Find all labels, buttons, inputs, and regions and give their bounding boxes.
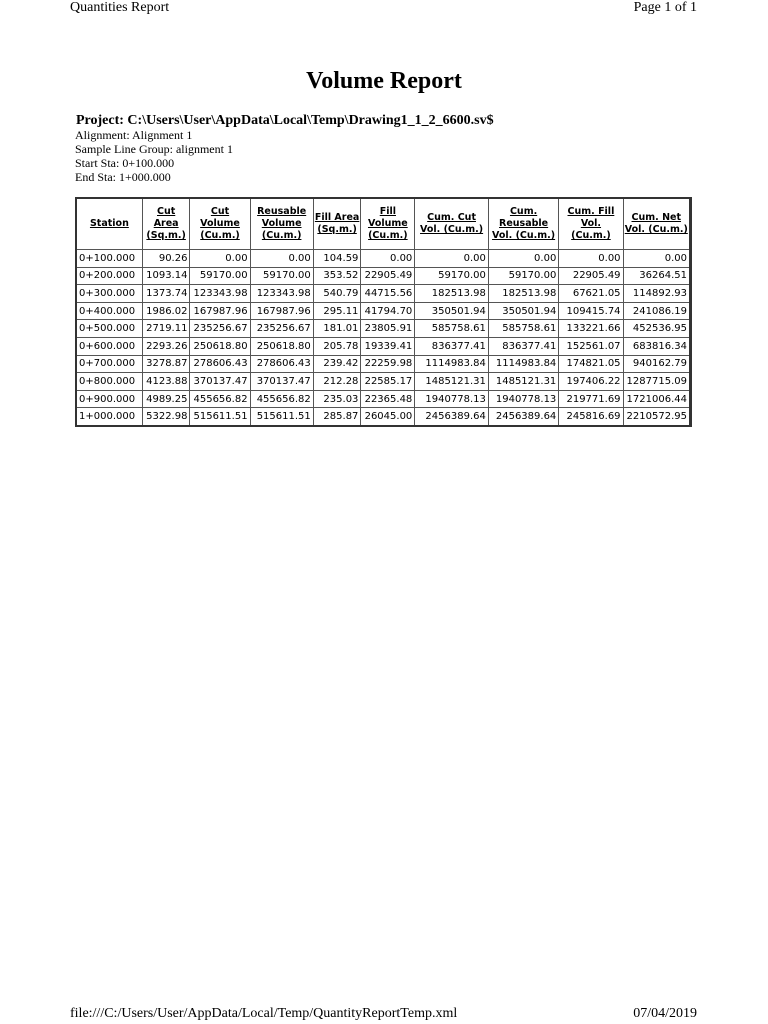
station-cell: 0+500.000 [76,320,142,338]
table-cell: 59170.00 [488,267,558,285]
table-cell: 197406.22 [559,373,623,391]
table-cell: 683816.34 [623,337,690,355]
column-header: Cum. Reusable Vol. (Cu.m.) [488,198,558,250]
table-cell: 2456389.64 [488,408,558,426]
table-row [76,267,691,285]
table-cell: 174821.05 [559,355,623,373]
table-cell: 241086.19 [623,302,690,320]
project-path: Project: C:\Users\User\AppData\Local\Temp\Drawing1_1_2_6600.sv$ [76,113,494,128]
table-cell: 212.28 [313,373,361,391]
report-metadata [75,128,233,184]
station-cell: 0+100.000 [76,250,142,268]
table-cell: 0.00 [361,250,415,268]
station-cell: 0+800.000 [76,373,142,391]
table-cell: 22585.17 [361,373,415,391]
sample-line-group-line: Sample Line Group: alignment 1 [75,142,233,156]
table-cell: 370137.47 [190,373,250,391]
station-cell: 0+200.000 [76,267,142,285]
table-cell: 0.00 [623,250,690,268]
column-header: Cut Area (Sq.m.) [142,198,190,250]
table-cell: 1986.02 [142,302,190,320]
station-cell: 1+000.000 [76,408,142,426]
table-cell: 1114983.84 [415,355,489,373]
table-cell: 1287715.09 [623,373,690,391]
column-header: Cut Volume (Cu.m.) [190,198,250,250]
table-cell: 455656.82 [190,390,250,408]
table-cell: 370137.47 [250,373,313,391]
report-header-title: Quantities Report [70,0,170,15]
table-cell: 104.59 [313,250,361,268]
table-cell: 836377.41 [488,337,558,355]
table-cell: 585758.61 [415,320,489,338]
page-title: Volume Report [306,68,462,94]
table-row [76,390,691,408]
table-cell: 22905.49 [361,267,415,285]
table-cell: 2293.26 [142,337,190,355]
table-cell: 182513.98 [415,285,489,303]
table-cell: 1721006.44 [623,390,690,408]
table-cell: 0.00 [488,250,558,268]
table-cell: 2719.11 [142,320,190,338]
table-cell: 1485121.31 [488,373,558,391]
column-header: Fill Volume (Cu.m.) [361,198,415,250]
table-cell: 245816.69 [559,408,623,426]
table-cell: 181.01 [313,320,361,338]
table-cell: 585758.61 [488,320,558,338]
table-cell: 44715.56 [361,285,415,303]
table-cell: 353.52 [313,267,361,285]
table-row [76,355,691,373]
table-cell: 0.00 [559,250,623,268]
column-header: Cum. Fill Vol. (Cu.m.) [559,198,623,250]
table-cell: 23805.91 [361,320,415,338]
table-cell: 1373.74 [142,285,190,303]
station-cell: 0+900.000 [76,390,142,408]
table-cell: 167987.96 [250,302,313,320]
table-row [76,337,691,355]
table-cell: 109415.74 [559,302,623,320]
table-cell: 36264.51 [623,267,690,285]
station-cell: 0+300.000 [76,285,142,303]
table-cell: 26045.00 [361,408,415,426]
table-row [76,373,691,391]
table-row [76,285,691,303]
table-cell: 2210572.95 [623,408,690,426]
table-cell: 4989.25 [142,390,190,408]
station-cell: 0+600.000 [76,337,142,355]
column-header: Reusable Volume (Cu.m.) [250,198,313,250]
file-url: file:///C:/Users/User/AppData/Local/Temp/QuantityReportTemp.xml [70,1006,458,1021]
table-cell: 295.11 [313,302,361,320]
table-cell: 452536.95 [623,320,690,338]
column-header: Station [76,198,142,250]
column-header: Cum. Cut Vol. (Cu.m.) [415,198,489,250]
table-cell: 152561.07 [559,337,623,355]
table-cell: 5322.98 [142,408,190,426]
table-cell: 278606.43 [250,355,313,373]
report-date: 07/04/2019 [633,1006,697,1021]
table-cell: 0.00 [190,250,250,268]
table-cell: 350501.94 [415,302,489,320]
table-cell: 540.79 [313,285,361,303]
table-cell: 133221.66 [559,320,623,338]
table-row [76,320,691,338]
table-cell: 3278.87 [142,355,190,373]
table-cell: 90.26 [142,250,190,268]
table-row [76,302,691,320]
table-cell: 4123.88 [142,373,190,391]
table-cell: 1940778.13 [415,390,489,408]
table-cell: 836377.41 [415,337,489,355]
column-header: Cum. Net Vol. (Cu.m.) [623,198,690,250]
alignment-line: Alignment: Alignment 1 [75,128,193,142]
table-cell: 350501.94 [488,302,558,320]
table-cell: 2456389.64 [415,408,489,426]
volume-table-container [75,197,692,427]
table-cell: 278606.43 [190,355,250,373]
table-header-row [76,198,691,250]
table-cell: 219771.69 [559,390,623,408]
table-cell: 1114983.84 [488,355,558,373]
table-cell: 182513.98 [488,285,558,303]
table-cell: 114892.93 [623,285,690,303]
table-cell: 59170.00 [250,267,313,285]
end-station-line: End Sta: 1+000.000 [75,170,171,184]
column-header: Fill Area (Sq.m.) [313,198,361,250]
table-cell: 22905.49 [559,267,623,285]
table-row [76,408,691,426]
table-cell: 1940778.13 [488,390,558,408]
table-cell: 239.42 [313,355,361,373]
start-station-line: Start Sta: 0+100.000 [75,156,175,170]
table-cell: 0.00 [415,250,489,268]
table-cell: 455656.82 [250,390,313,408]
table-cell: 123343.98 [190,285,250,303]
table-cell: 235256.67 [190,320,250,338]
table-cell: 41794.70 [361,302,415,320]
table-cell: 515611.51 [190,408,250,426]
table-cell: 167987.96 [190,302,250,320]
table-cell: 22259.98 [361,355,415,373]
page-number: Page 1 of 1 [633,0,697,15]
volume-table [75,197,692,427]
table-cell: 235256.67 [250,320,313,338]
table-cell: 0.00 [250,250,313,268]
table-cell: 285.87 [313,408,361,426]
table-cell: 1093.14 [142,267,190,285]
table-cell: 515611.51 [250,408,313,426]
table-cell: 250618.80 [250,337,313,355]
table-cell: 59170.00 [415,267,489,285]
table-cell: 22365.48 [361,390,415,408]
station-cell: 0+400.000 [76,302,142,320]
table-cell: 123343.98 [250,285,313,303]
table-cell: 1485121.31 [415,373,489,391]
table-cell: 235.03 [313,390,361,408]
table-cell: 250618.80 [190,337,250,355]
station-cell: 0+700.000 [76,355,142,373]
table-cell: 59170.00 [190,267,250,285]
table-cell: 19339.41 [361,337,415,355]
table-cell: 67621.05 [559,285,623,303]
table-row [76,250,691,268]
table-cell: 940162.79 [623,355,690,373]
table-cell: 205.78 [313,337,361,355]
